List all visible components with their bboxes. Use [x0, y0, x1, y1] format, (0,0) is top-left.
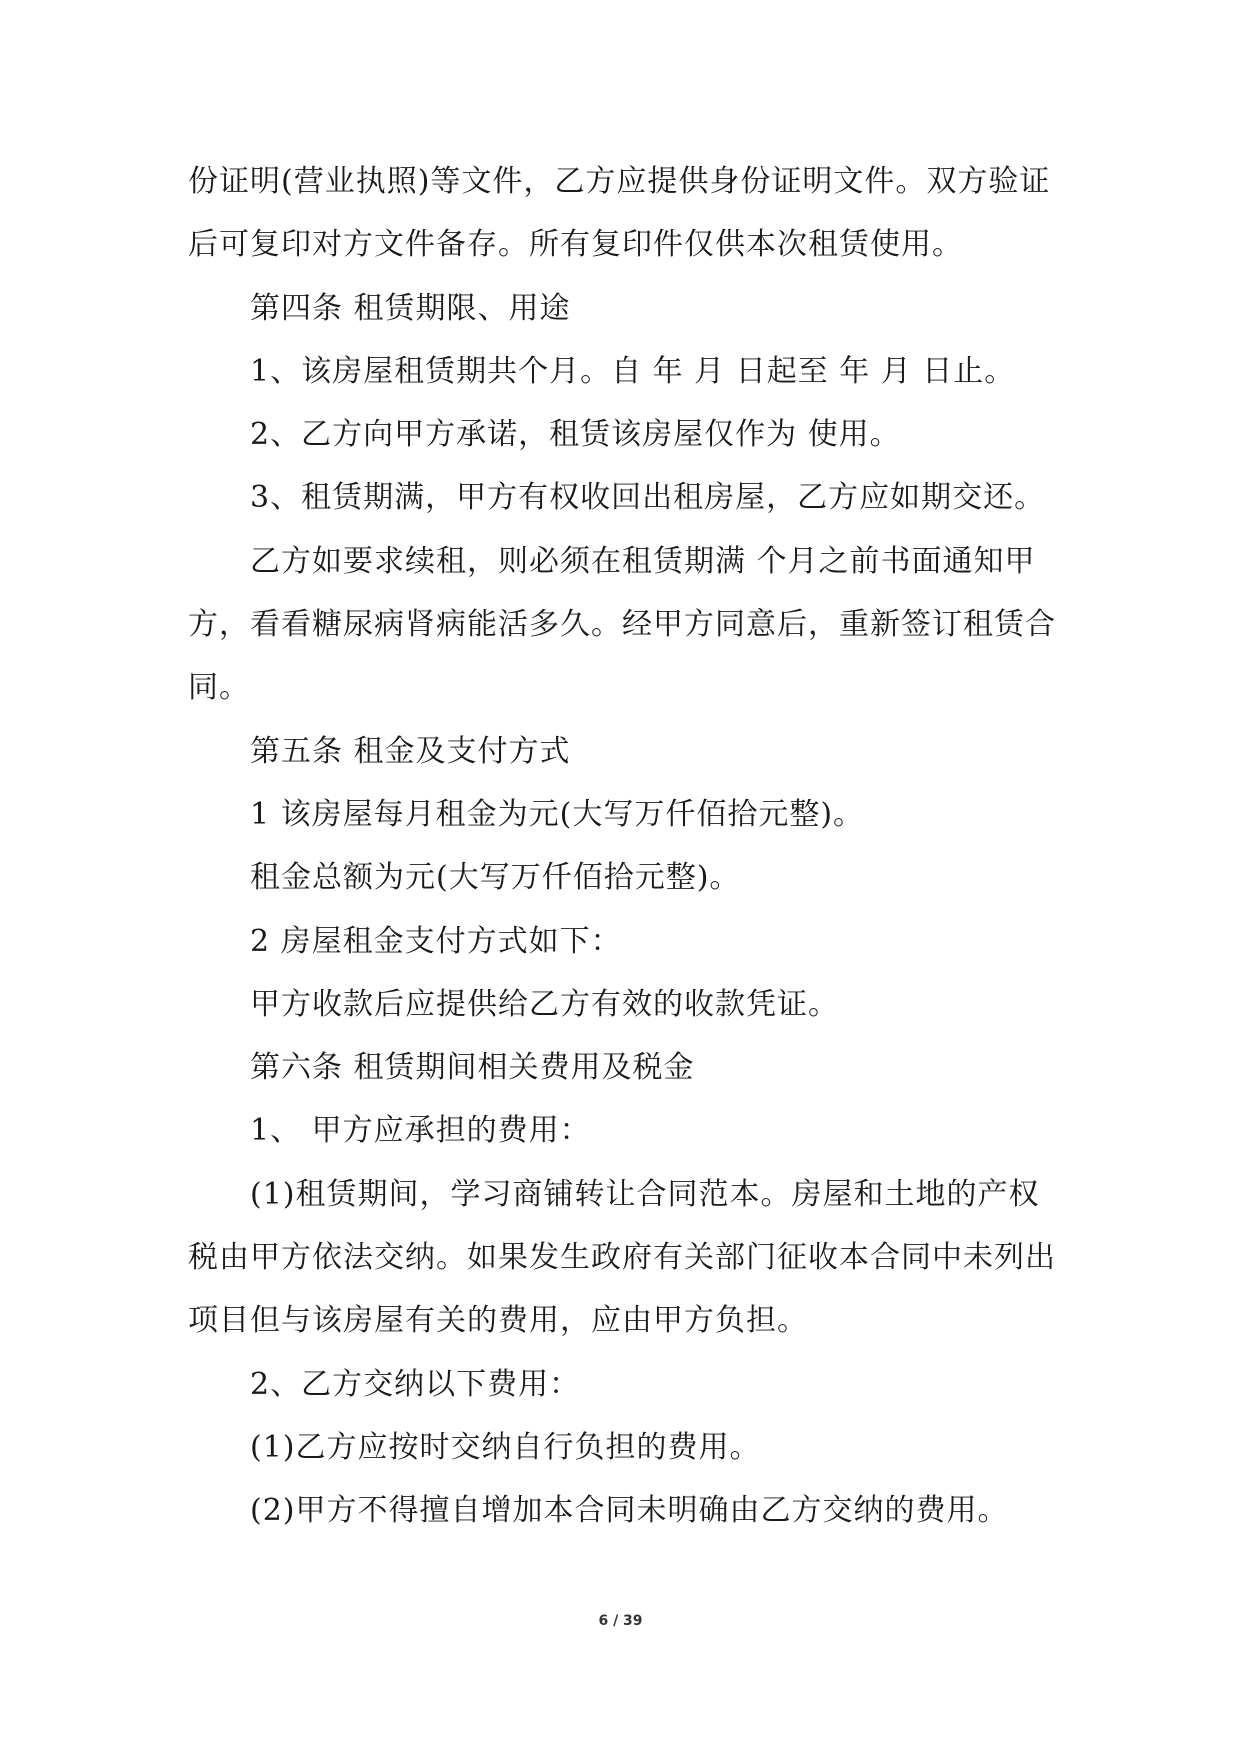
paragraph-line: (2)甲方不得擅自增加本合同未明确由乙方交纳的费用。	[250, 1493, 1009, 1529]
paragraph-line: (1)租赁期间，学习商铺转让合同范本。房屋和土地的产权	[250, 1176, 1040, 1212]
document-body	[188, 150, 1058, 1543]
paragraph-line: 税由甲方依法交纳。如果发生政府有关部门征收本合同中未列出	[188, 1240, 1056, 1276]
article-heading: 第四条 租赁期限、用途	[250, 290, 571, 326]
paragraph-line: 项目但与该房屋有关的费用，应由甲方负担。	[188, 1303, 808, 1339]
paragraph-line: 1 该房屋每月租金为元(大写万仟佰拾元整)。	[250, 796, 865, 832]
paragraph-line: 租金总额为元(大写万仟佰拾元整)。	[250, 860, 741, 896]
paragraph-line: 甲方收款后应提供给乙方有效的收款凭证。	[250, 986, 839, 1022]
page-number: 6 / 39	[598, 1613, 643, 1629]
paragraph-line: 份证明(营业执照)等文件，乙方应提供身份证明文件。双方验证	[188, 164, 1051, 199]
paragraph-line: 2、乙方向甲方承诺，租赁该房屋仅作为 使用。	[250, 417, 901, 453]
paragraph-line: 1、 甲方应承担的费用：	[250, 1113, 591, 1149]
paragraph-line: 2 房屋租金支付方式如下：	[250, 923, 622, 959]
paragraph-line: 1、该房屋租赁期共个月。自 年 月 日起至 年 月 日止。	[250, 353, 1016, 389]
paragraph-line: 2、乙方交纳以下费用：	[250, 1366, 581, 1402]
paragraph-line: 同。	[188, 670, 250, 706]
paragraph-line: 方，看看糖尿病肾病能活多久。经甲方同意后，重新签订租赁合	[188, 607, 1056, 643]
paragraph-line: 后可复印对方文件备存。所有复印件仅供本次租赁使用。	[188, 227, 963, 263]
paragraph-line: 乙方如要求续租，则必须在租赁期满 个月之前书面通知甲	[250, 543, 1036, 579]
article-heading: 第六条 租赁期间相关费用及税金	[250, 1050, 695, 1086]
paragraph-line: (1)乙方应按时交纳自行负担的费用。	[250, 1429, 761, 1465]
article-heading: 第五条 租金及支付方式	[250, 733, 571, 769]
paragraph-line: 3、租赁期满，甲方有权收回出租房屋，乙方应如期交还。	[250, 480, 1046, 516]
